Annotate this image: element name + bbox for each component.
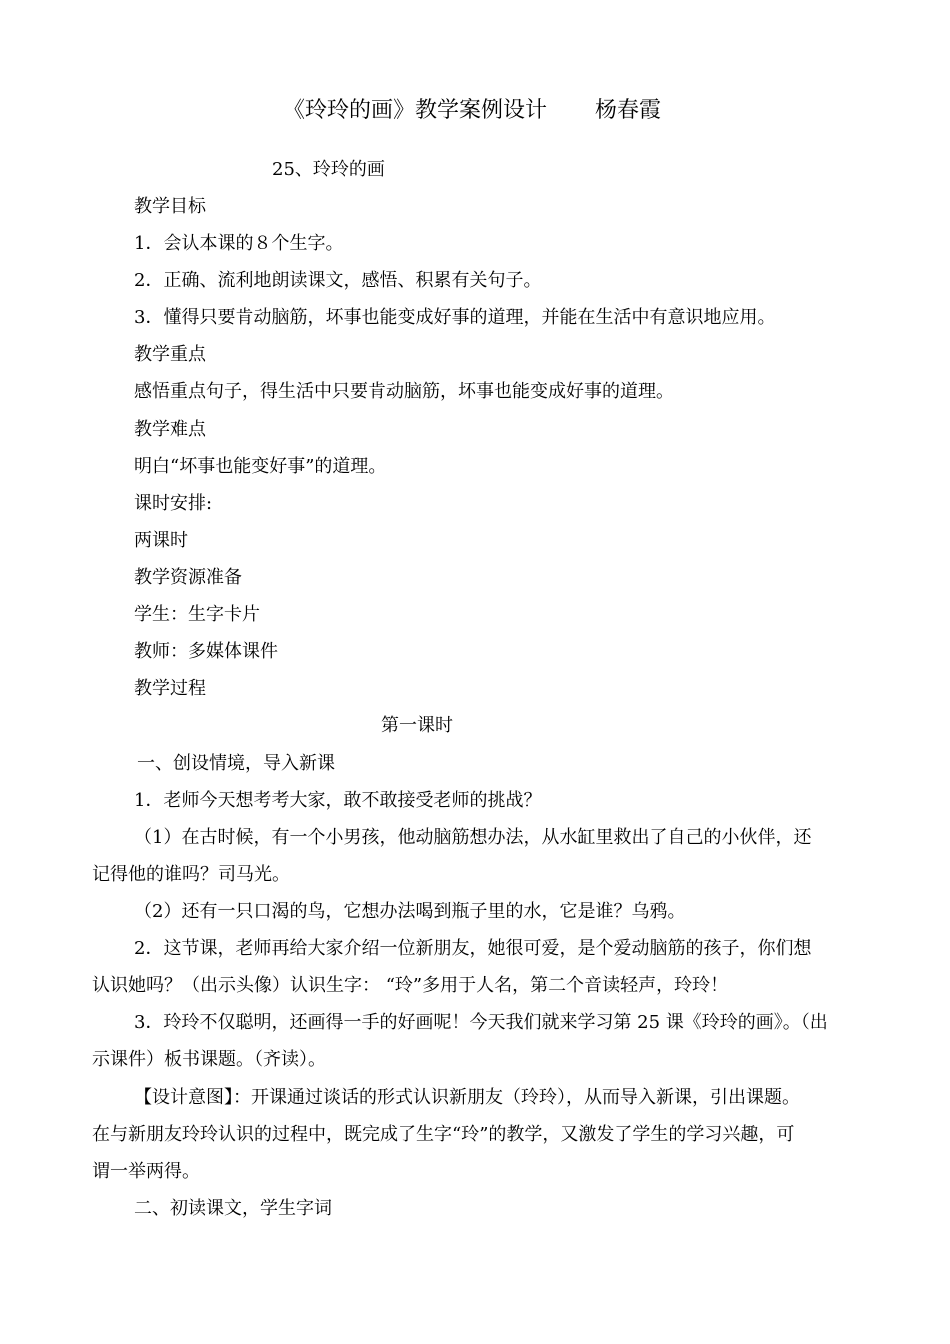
resources-heading: 教学资源准备 (134, 567, 242, 588)
key-points-text: 感悟重点句子，得生活中只要肯动脑筋，坏事也能变成好事的道理。 (134, 381, 674, 402)
difficulty-text: 明白“坏事也能变好事”的道理。 (134, 456, 387, 477)
period-title: 第一课时 (381, 715, 453, 736)
key-points-heading: 教学重点 (134, 344, 206, 365)
lesson-title: 25、玲玲的画 (272, 159, 385, 180)
section-1-sub-1-line-2: 记得他的谁吗？司马光。 (92, 864, 290, 885)
design-intent-line-3: 谓一举两得。 (92, 1161, 200, 1182)
section-1-heading: 一、创设情境，导入新课 (137, 753, 335, 774)
objectives-heading: 教学目标 (134, 196, 206, 217)
document-author: 杨春霞 (595, 98, 662, 123)
difficulty-heading: 教学难点 (134, 419, 206, 440)
section-2-heading: 二、初读课文，学生字词 (134, 1198, 332, 1219)
section-1-sub-2: （2）还有一只口渴的鸟，它想办法喝到瓶子里的水，它是谁？乌鸦。 (134, 901, 686, 922)
section-1-item-2-line-1: 2．这节课，老师再给大家介绍一位新朋友，她很可爱，是个爱动脑筋的孩子，你们想 (134, 938, 812, 959)
schedule-heading: 课时安排: (134, 493, 213, 514)
resources-teacher: 教师：多媒体课件 (134, 641, 278, 662)
section-1-item-3-line-2: 示课件）板书课题。（齐读）。 (92, 1049, 326, 1070)
section-1-sub-1-line-1: （1）在古时候，有一个小男孩，他动脑筋想办法，从水缸里救出了自己的小伙伴，还 (134, 827, 812, 848)
design-intent-line-2: 在与新朋友玲玲认识的过程中，既完成了生字“玲”的教学，又激发了学生的学习兴趣，可 (92, 1124, 795, 1145)
section-1-item-1: 1．老师今天想考考大家，敢不敢接受老师的挑战？ (134, 790, 542, 811)
document-title-line (283, 97, 661, 125)
section-1-item-2-line-2: 认识她吗？（出示头像）认识生字： “玲”多用于人名，第二个音读轻声，玲玲！ (92, 975, 729, 996)
process-heading: 教学过程 (134, 678, 206, 699)
document-title: 《玲玲的画》教学案例设计 (283, 98, 548, 123)
resources-student: 学生：生字卡片 (134, 604, 260, 625)
objective-item: 2．正确、流利地朗读课文，感悟、积累有关句子。 (134, 270, 542, 291)
objective-item: 1．会认本课的８个生字。 (134, 233, 344, 254)
objective-item: 3．懂得只要肯动脑筋，坏事也能变成好事的道理，并能在生活中有意识地应用。 (134, 307, 776, 328)
design-intent-line-1: 【设计意图】：开课通过谈话的形式认识新朋友（玲玲），从而导入新课，引出课题。 (134, 1087, 800, 1108)
schedule-text: 两课时 (134, 530, 188, 551)
section-1-item-3-line-1: 3．玲玲不仅聪明，还画得一手的好画呢！今天我们就来学习第 25 课《玲玲的画》。（出 (134, 1012, 828, 1033)
